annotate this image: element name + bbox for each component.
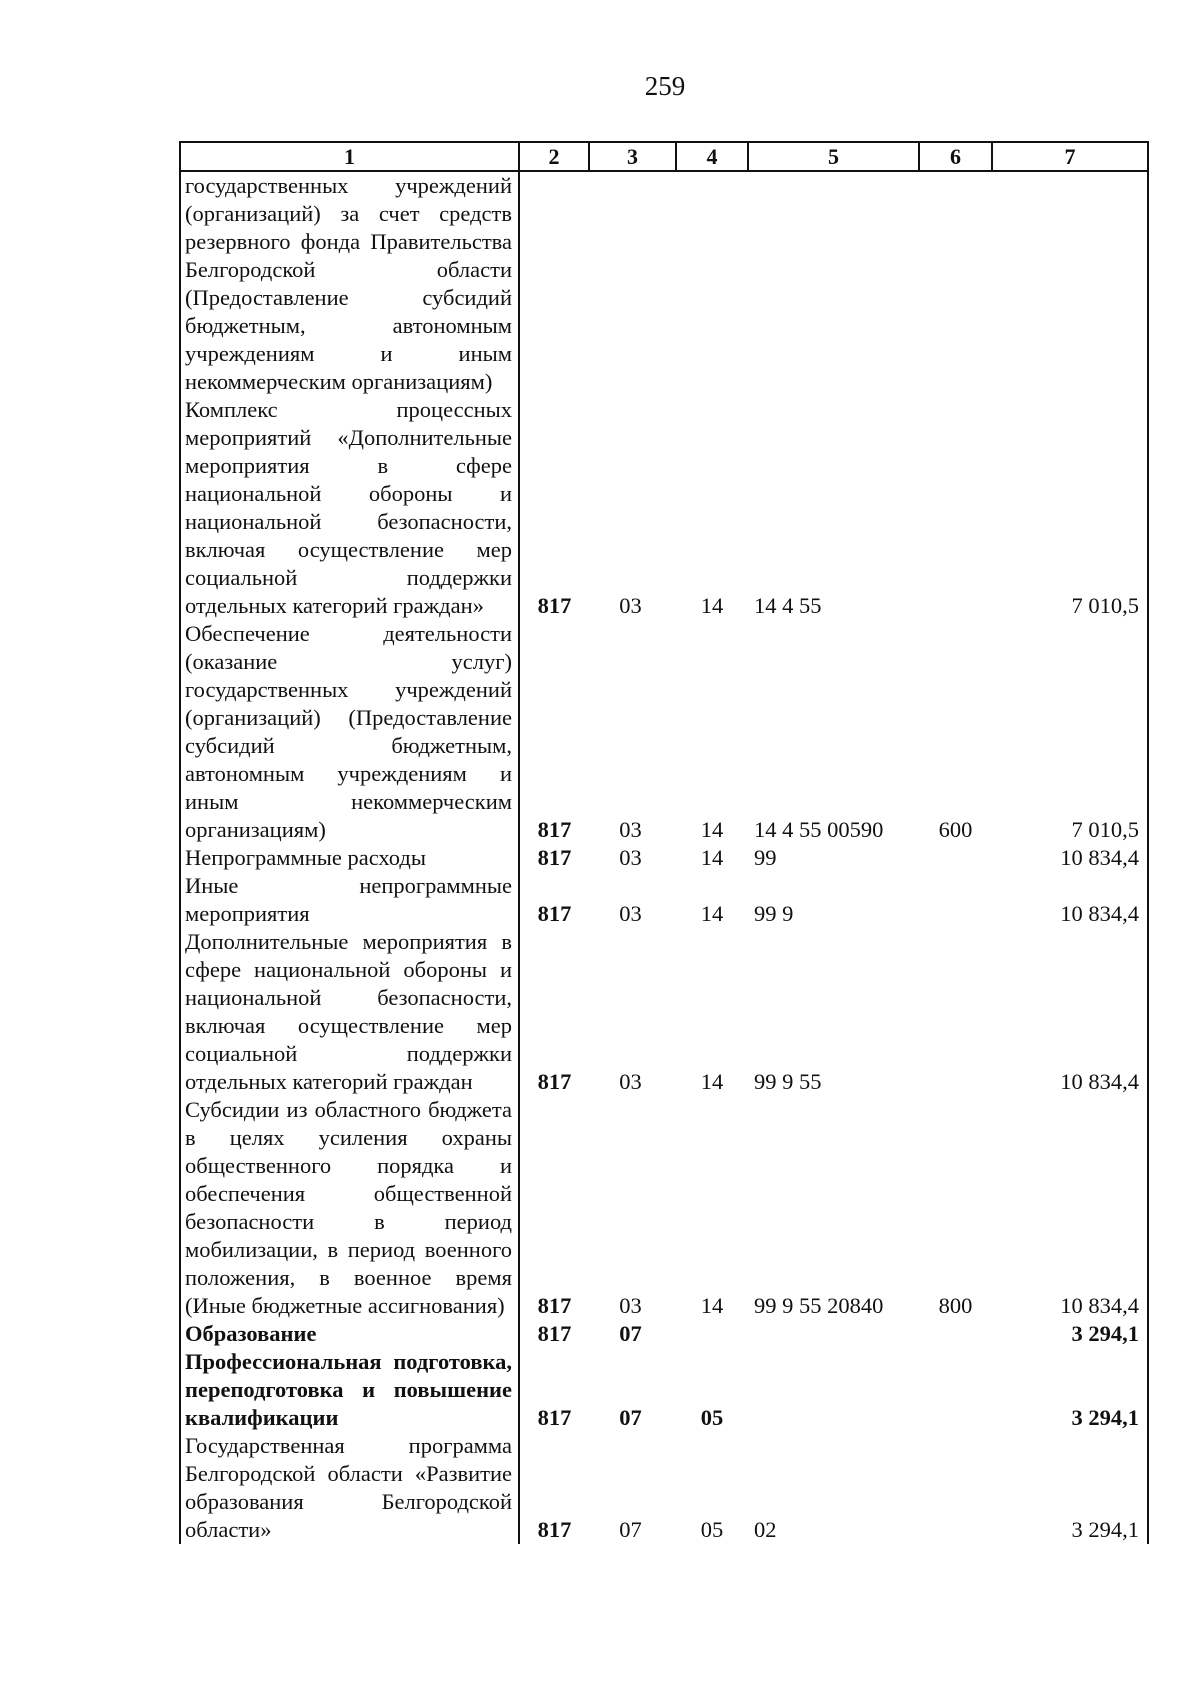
row-code-6: [919, 171, 992, 396]
row-name: Дополнительные мероприятия в сфере национальной обороны и национальной безопасности, включая осуществление мер социальной поддержки отдельных категорий граждан: [180, 928, 519, 1096]
row-code-6: [919, 872, 992, 928]
row-code-5: 14 4 55: [754, 593, 822, 618]
row-code-3: 07: [619, 1405, 642, 1430]
table-row: [180, 171, 1148, 396]
table-row: [180, 1348, 1148, 1432]
header-col-5: 5: [748, 142, 919, 171]
row-code-3: 03: [619, 901, 642, 926]
row-amount: 3 294,1: [992, 1320, 1148, 1348]
budget-table: [179, 141, 1149, 1544]
row-amount: 10 834,4: [992, 1096, 1148, 1320]
table-row: [180, 1096, 1148, 1320]
table-row: [180, 928, 1148, 1096]
row-name: Образование: [180, 1320, 519, 1348]
row-code-2: 817: [537, 845, 572, 870]
row-code-4: [676, 171, 748, 396]
row-code-5: [748, 171, 919, 396]
row-name: Непрограммные расходы: [180, 844, 519, 872]
row-code-6: [919, 1348, 992, 1432]
row-amount: 3 294,1: [992, 1348, 1148, 1432]
table-body: [180, 171, 1148, 1544]
row-code-5: [748, 1348, 919, 1432]
row-code-4: 14: [700, 817, 724, 842]
table-row: [180, 1432, 1148, 1544]
row-amount: 7 010,5: [992, 620, 1148, 844]
row-code-2: [519, 171, 589, 396]
row-name: Обеспечение деятельности (оказание услуг) государственных учреждений (организаций) (Предоставление субсидий бюджетным, автономным учреждениям и иным некоммерческим организациям): [180, 620, 519, 844]
header-row: [180, 142, 1148, 171]
table-row: [180, 620, 1148, 844]
row-code-4: 14: [700, 845, 724, 870]
row-code-3: 07: [619, 1321, 642, 1346]
row-code-6: [919, 1432, 992, 1544]
row-code-3: [589, 171, 676, 396]
table-row: [180, 396, 1148, 620]
row-code-3: 03: [619, 845, 642, 870]
row-amount: 10 834,4: [992, 872, 1148, 928]
row-code-5: 02: [754, 1517, 777, 1542]
header-col-7: 7: [992, 142, 1148, 171]
row-code-3: 03: [619, 593, 642, 618]
row-code-5: 14 4 55 00590: [754, 817, 884, 842]
table-row: [180, 844, 1148, 872]
row-code-4: 14: [700, 1293, 724, 1318]
row-code-4: 05: [700, 1405, 724, 1430]
row-code-2: 817: [537, 1321, 572, 1346]
row-name: Профессиональная подготовка, переподготовка и повышение квалификации: [180, 1348, 519, 1432]
row-code-5: 99 9: [754, 901, 794, 926]
row-code-4: 14: [700, 593, 724, 618]
row-name: Иные непрограммные мероприятия: [180, 872, 519, 928]
row-name: Комплекс процессных мероприятий «Дополнительные мероприятия в сфере национальной обороны и национальной безопасности, включая осуществление мер социальной поддержки отдельных категорий граждан»: [180, 396, 519, 620]
row-code-6: 800: [938, 1293, 973, 1318]
row-code-2: 817: [537, 901, 572, 926]
row-code-2: 817: [537, 817, 572, 842]
row-code-6: [919, 1320, 992, 1348]
row-name: государственных учреждений (организаций) за счет средств резервного фонда Правительства Белгородской области (Предоставление субсидий бюджетным, автономным учреждениям и иным некоммерческим организациям): [180, 171, 519, 396]
row-code-2: 817: [537, 1293, 572, 1318]
row-code-4: [676, 1320, 748, 1348]
row-code-3: 03: [619, 1293, 642, 1318]
row-code-3: 07: [619, 1517, 642, 1542]
header-col-1: 1: [180, 142, 519, 171]
row-code-4: 05: [700, 1517, 724, 1542]
row-code-2: 817: [537, 1405, 572, 1430]
row-amount: 3 294,1: [992, 1432, 1148, 1544]
header-col-2: 2: [519, 142, 589, 171]
row-code-5: 99 9 55 20840: [754, 1293, 884, 1318]
row-code-2: 817: [537, 1517, 572, 1542]
row-amount: 10 834,4: [992, 844, 1148, 872]
header-col-6: 6: [919, 142, 992, 171]
row-code-5: [748, 1320, 919, 1348]
row-code-6: [919, 396, 992, 620]
row-code-6: [919, 844, 992, 872]
row-code-6: [919, 928, 992, 1096]
row-code-6: 600: [938, 817, 973, 842]
header-col-4: 4: [676, 142, 748, 171]
row-name: Государственная программа Белгородской области «Развитие образования Белгородской области»: [180, 1432, 519, 1544]
row-code-2: 817: [537, 1069, 572, 1094]
row-code-3: 03: [619, 1069, 642, 1094]
row-name: Субсидии из областного бюджета в целях усиления охраны общественного порядка и обеспечения общественной безопасности в период мобилизации, в период военного положения, в военное время (Иные бюджетные ассигнования): [180, 1096, 519, 1320]
row-amount: 7 010,5: [992, 396, 1148, 620]
row-code-2: 817: [537, 593, 572, 618]
table-row: [180, 1320, 1148, 1348]
row-amount: [992, 171, 1148, 396]
row-code-3: 03: [619, 817, 642, 842]
header-col-3: 3: [589, 142, 676, 171]
row-code-5: 99: [754, 845, 777, 870]
row-code-4: 14: [700, 1069, 724, 1094]
row-amount: 10 834,4: [992, 928, 1148, 1096]
table-row: [180, 872, 1148, 928]
page-number: 259: [644, 71, 686, 101]
row-code-4: 14: [700, 901, 724, 926]
row-code-5: 99 9 55: [754, 1069, 822, 1094]
